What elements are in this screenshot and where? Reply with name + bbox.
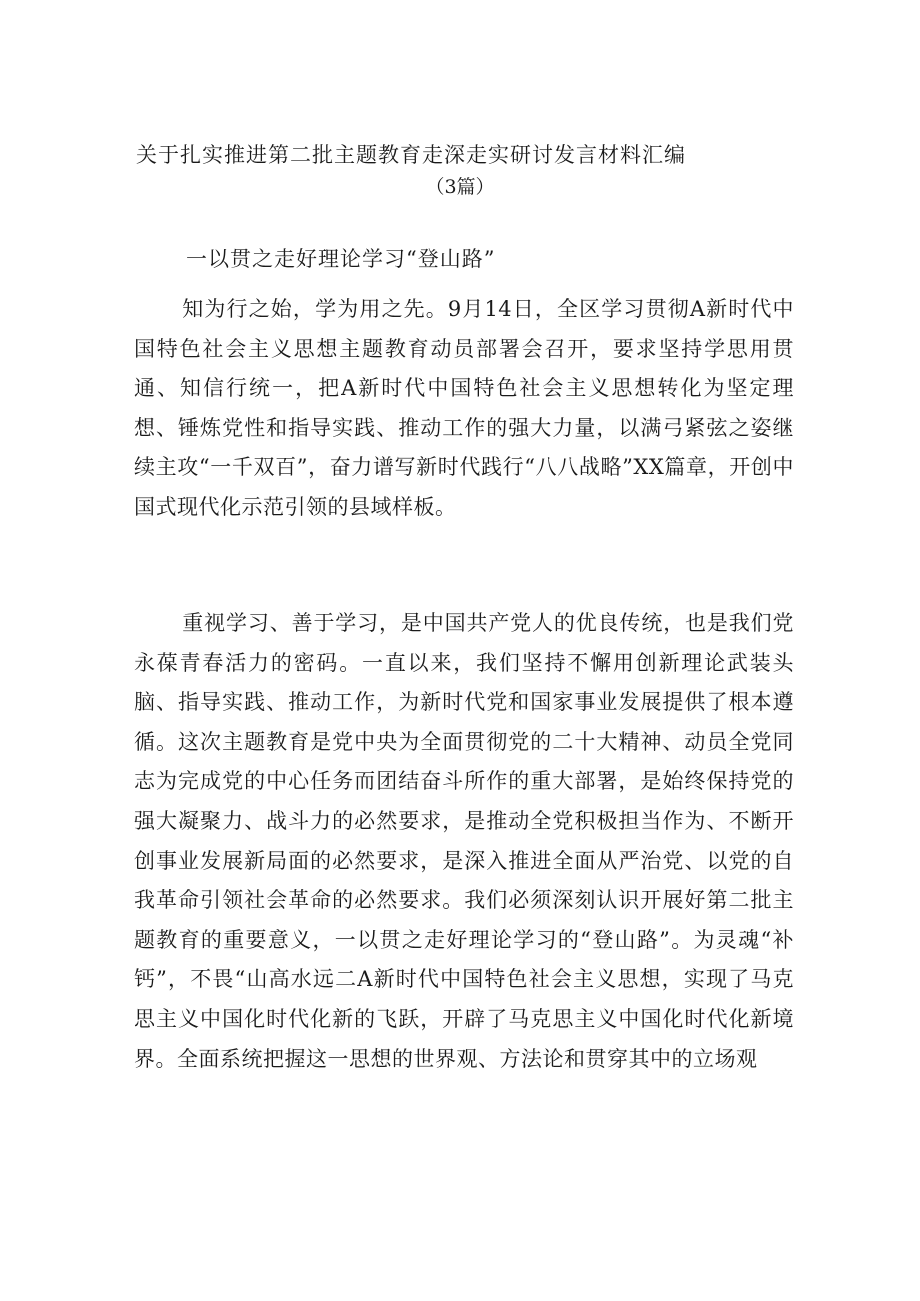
paragraph: 重视学习、善于学习，是中国共产党人的优良传统，也是我们党永葆青春活力的密码。一直以来，我们坚持不懈用创新理论武装头脑、指导实践、推动工作，为新时代党和国家事业发展提供了根本遵循。这次主题教育是党中央为全面贯彻党的二十大精神、动员全党同志为完成党的中心任务而团结奋斗所作的重大部署，是始终保持党的强大凝聚力、战斗力的必然要求，是推动全党积极担当作为、不断开创事业发展新局面的必然要求，是深入推进全面从严治党、以党的自我革命引领社会革命的必然要求。我们必须深刻认识开展好第二批主题教育的重要意义，一以贯之走好理论学习的“登山路”。为灵魂“补钙”，不畏“山高水远二A新时代中国特色社会主义思想，实现了马克思主义中国化时代化新的飞跃，开辟了马克思主义中国化时代化新境界。全面系统把握这一思想的世界观、方法论和贯穿其中的立场观 [134,611,794,1071]
document-title: 关于扎实推进第二批主题教育走深走实研讨发言材料汇编 [136,143,686,167]
document-subtitle: （3篇） [425,176,495,198]
section-heading: 一以贯之走好理论学习“登山路” [186,247,496,271]
paragraph: 知为行之始，学为用之先。9月14日，全区学习贯彻A新时代中国特色社会主义思想主题教育动员部署会召开，要求坚持学思用贯通、知信行统一，把A新时代中国特色社会主义思想转化为坚定理想、锤炼党性和指导实践、推动工作的强大力量，以满弓紧弦之姿继续主攻“一千双百”，奋力谱写新时代践行“八八战略”XX篇章，开创中国式现代化示范引领的县域样板。 [134,297,794,519]
